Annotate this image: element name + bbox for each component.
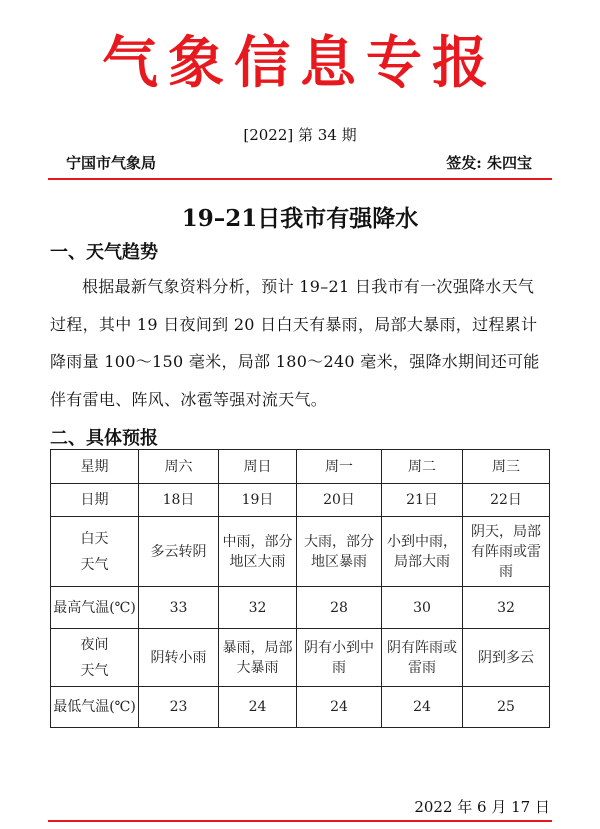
table-cell: 25 bbox=[463, 687, 550, 728]
table-row-low-temp bbox=[51, 687, 550, 728]
table-header-row bbox=[51, 450, 550, 484]
table-header-cell: 星期 bbox=[51, 450, 139, 484]
table-cell: 24 bbox=[219, 687, 297, 728]
signer-name: 签发: 朱四宝 bbox=[446, 154, 532, 172]
table-cell: 暴雨，局部大暴雨 bbox=[219, 629, 297, 687]
header-divider bbox=[48, 178, 552, 180]
table-row-label: 最高气温(℃) bbox=[51, 587, 139, 629]
issue-date: 2022 年 6 月 17 日 bbox=[414, 798, 550, 816]
section-heading-trend: 一、天气趋势 bbox=[50, 242, 158, 263]
table-header-cell: 周六 bbox=[139, 450, 219, 484]
table-row-label: 夜间 天气 bbox=[51, 629, 139, 687]
table-cell: 小到中雨，局部大雨 bbox=[382, 517, 463, 587]
table-cell: 28 bbox=[297, 587, 382, 629]
table-header-cell: 周一 bbox=[297, 450, 382, 484]
issue-number: [2022] 第 34 期 bbox=[243, 126, 357, 144]
table-cell: 24 bbox=[382, 687, 463, 728]
table-cell: 21日 bbox=[382, 484, 463, 517]
table-cell: 32 bbox=[463, 587, 550, 629]
table-cell: 阴转小雨 bbox=[139, 629, 219, 687]
table-row-label: 最低气温(℃) bbox=[51, 687, 139, 728]
section-heading-forecast: 二、具体预报 bbox=[50, 428, 158, 449]
table-row-high-temp bbox=[51, 587, 550, 629]
document-title: 19–21日我市有强降水 bbox=[181, 205, 419, 232]
footer-divider bbox=[48, 820, 552, 822]
issuer-name: 宁国市气象局 bbox=[66, 154, 157, 172]
trend-paragraph: 根据最新气象资料分析，预计 19–21 日我市有一次强降水天气过程，其中 19 日夜间到 20 日白天有暴雨，局部大暴雨，过程累计降雨量 100～150 毫米，局部 180～240 毫米，强降水期间还可能伴有雷电、阵风、冰雹等强对流天气。 bbox=[50, 277, 540, 409]
table-header-cell: 周三 bbox=[463, 450, 550, 484]
table-row-date bbox=[51, 484, 550, 517]
table-cell: 多云转阴 bbox=[139, 517, 219, 587]
masthead-title: 气象信息专报 bbox=[102, 31, 498, 96]
table-row-day-weather bbox=[51, 517, 550, 587]
table-cell: 30 bbox=[382, 587, 463, 629]
table-cell: 阴有小到中雨 bbox=[297, 629, 382, 687]
forecast-table bbox=[50, 449, 550, 728]
table-row-night-weather bbox=[51, 629, 550, 687]
table-row-label: 白天 天气 bbox=[51, 517, 139, 587]
table-cell: 中雨，部分地区大雨 bbox=[219, 517, 297, 587]
table-cell: 33 bbox=[139, 587, 219, 629]
table-cell: 22日 bbox=[463, 484, 550, 517]
table-cell: 20日 bbox=[297, 484, 382, 517]
table-cell: 阴有阵雨或雷雨 bbox=[382, 629, 463, 687]
table-cell: 19日 bbox=[219, 484, 297, 517]
table-cell: 24 bbox=[297, 687, 382, 728]
table-cell: 32 bbox=[219, 587, 297, 629]
table-header-cell: 周二 bbox=[382, 450, 463, 484]
table-cell: 18日 bbox=[139, 484, 219, 517]
table-row-label: 日期 bbox=[51, 484, 139, 517]
table-cell: 23 bbox=[139, 687, 219, 728]
table-cell: 阴天，局部有阵雨或雷雨 bbox=[463, 517, 550, 587]
table-header-cell: 周日 bbox=[219, 450, 297, 484]
table-cell: 阴到多云 bbox=[463, 629, 550, 687]
table-cell: 大雨，部分地区暴雨 bbox=[297, 517, 382, 587]
